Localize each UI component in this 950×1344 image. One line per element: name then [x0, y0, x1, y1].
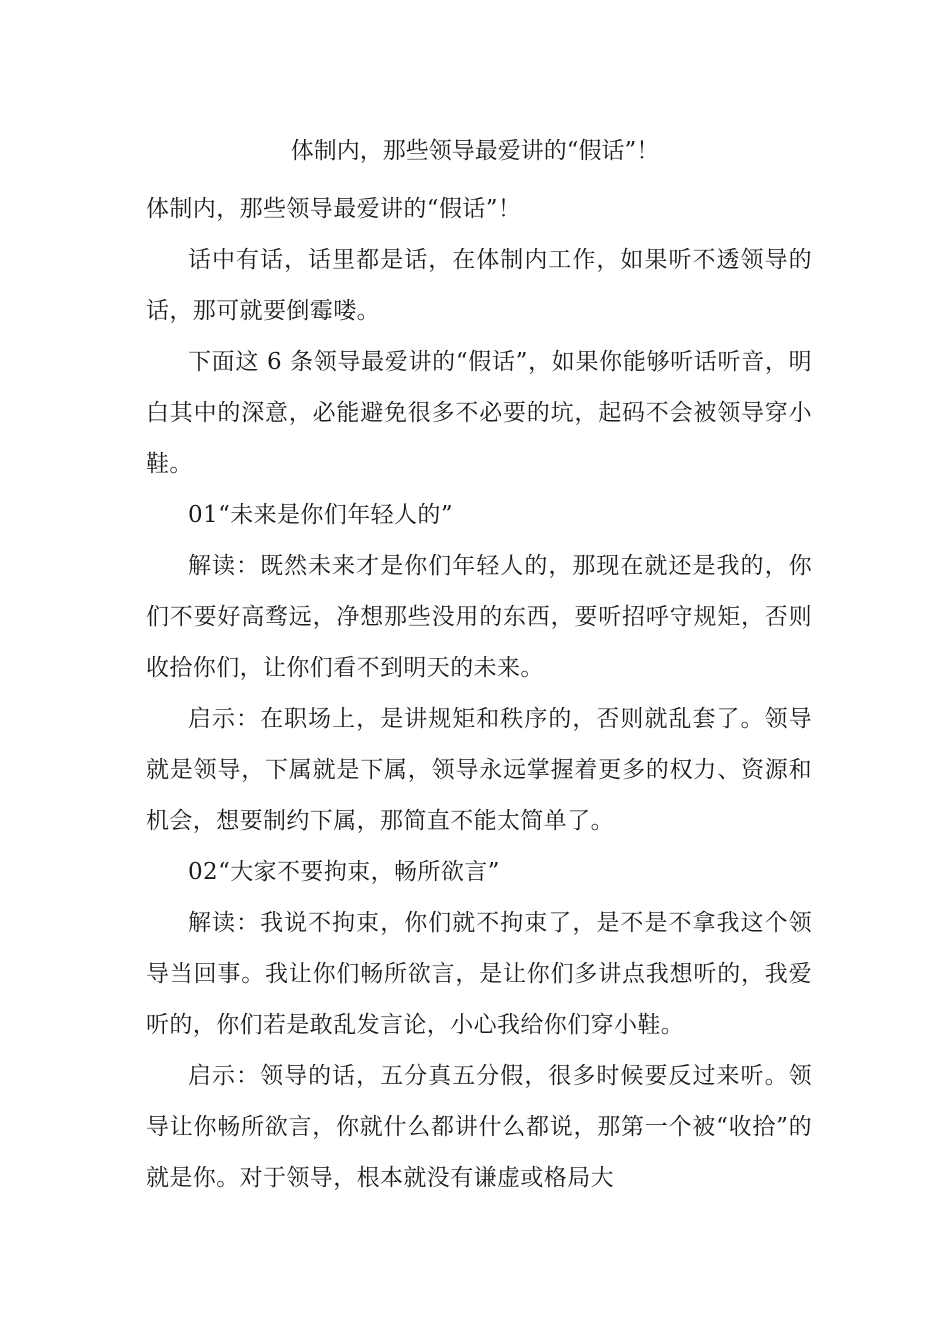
paragraph-insight-02: 启示：领导的话，五分真五分假，很多时候要反过来听。领导让你畅所欲言，你就什么都讲什么都说，那第一个被“收拾”的就是你。对于领导，根本就没有谦虚或格局大 — [146, 1063, 812, 1191]
document-title: 体制内，那些领导最爱讲的“假话”！ — [290, 138, 660, 164]
paragraph-interpretation-01: 解读：既然未来才是你们年轻人的，那现在就还是我的，你们不要好高骛远，净想那些没用的东西，要听招呼守规矩，否则收拾你们，让你们看不到明天的未来。 — [146, 553, 812, 681]
section-heading-01: 01“未来是你们年轻人的” — [188, 502, 453, 528]
paragraph-overview: 下面这 6 条领导最爱讲的“假话”，如果你能够听话听音，明白其中的深意，必能避免很多不必要的坑，起码不会被领导穿小鞋。 — [146, 349, 812, 477]
paragraph-interpretation-02: 解读：我说不拘束，你们就不拘束了，是不是不拿我这个领导当回事。我让你们畅所欲言，是让你们多讲点我想听的，我爱听的，你们若是敢乱发言论，小心我给你们穿小鞋。 — [146, 910, 812, 1038]
paragraph-insight-01: 启示：在职场上，是讲规矩和秩序的，否则就乱套了。领导就是领导，下属就是下属，领导永远掌握着更多的权力、资源和机会，想要制约下属，那简直不能太简单了。 — [146, 706, 812, 834]
document-body — [146, 184, 812, 1204]
section-heading-02: 02“大家不要拘束，畅所欲言” — [188, 859, 500, 885]
paragraph-intro: 话中有话，话里都是话，在体制内工作，如果听不透领导的话，那可就要倒霉喽。 — [146, 247, 812, 324]
title-repeat-line: 体制内，那些领导最爱讲的“假话”！ — [146, 196, 522, 222]
